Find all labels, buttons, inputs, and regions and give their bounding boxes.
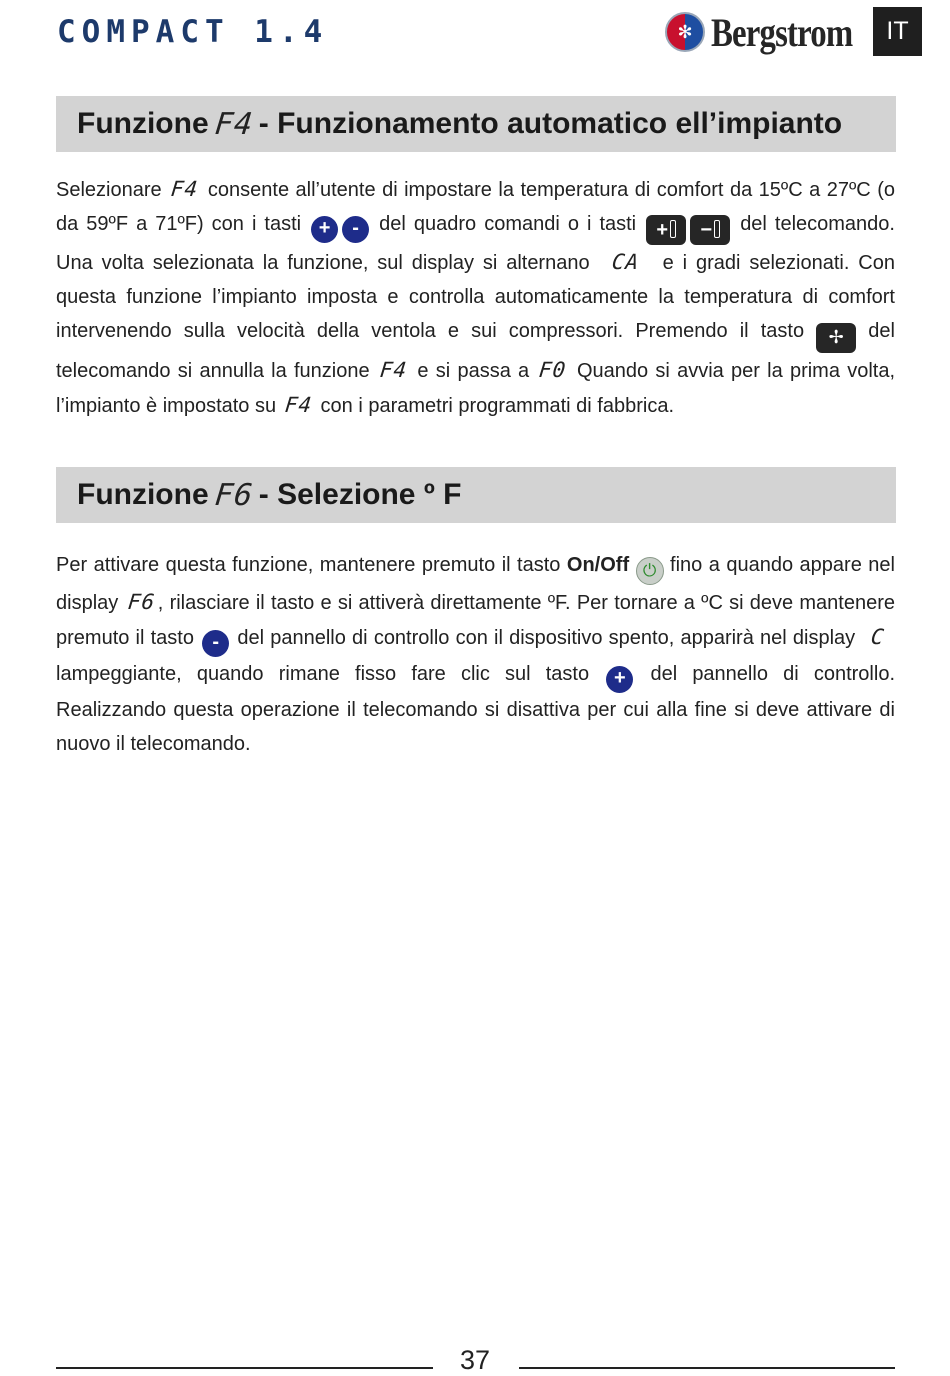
minus-key-icon: - [202,630,229,657]
text: del pannello di controllo con il dispositivo spento, apparirà nel display [237,627,856,649]
section-heading-f6 [56,467,896,523]
text: Quando si avvia per la prima volta, l’impianto è impostato su [56,360,896,417]
thermometer-icon [670,220,676,238]
lcd-code-f4: F4 [212,106,255,142]
remote-minus-label: − [700,219,712,241]
remote-temp-minus-icon [690,215,730,245]
heading-suffix: - Funzionamento automatico ell’impianto [258,107,843,140]
paragraph-f6 [56,548,895,761]
text: e si passa a [417,360,530,382]
text: del pannello di controllo. Realizzando questa operazione il telecomando si disattiva per cui alla fine si deve attivare di nuovo il telecomando. [56,663,895,755]
thermometer-icon [714,220,720,238]
lcd-code-f6: F6 [212,477,255,513]
brand-logo [665,8,883,56]
text: del telecomando si annulla la funzione [56,320,895,382]
lcd-code-f6: F6 [126,590,157,614]
lcd-code-c: C [870,625,887,649]
text: e i gradi selezionati. Con questa funzione l’impianto imposta e controlla automaticamente la temperatura di comfort intervenendo sulla velocità della ventola e sui compressori. Premendo il tasto [56,252,895,342]
text: Selezionare [56,179,162,201]
lcd-code-ca: CA [611,250,642,274]
language-badge: IT [873,7,922,56]
page-number: 37 [459,1345,491,1375]
remote-plus-label: + [656,219,668,241]
minus-key-icon: - [342,216,369,243]
footer-line-right [519,1367,895,1369]
heading-prefix: Funzione [77,107,209,140]
bergstrom-logo-icon: ✻ [665,12,705,52]
text: Per attivare questa funzione, mantenere premuto il tasto [56,554,561,576]
onoff-label: On/Off [566,554,630,576]
plus-key-icon: + [606,666,633,693]
brand-name: Bergstrom [711,9,853,55]
plus-key-icon: + [311,216,338,243]
power-key-icon: ⏻ [636,557,664,585]
text: del telecomando. Una volta selezionata la funzione, sul display si alternano [56,213,895,274]
lcd-code-f4: F4 [378,358,409,382]
heading-suffix: - Selezione º F [258,478,462,511]
footer-line-left [56,1367,433,1369]
text: del quadro comandi o i tasti [379,213,637,235]
section-heading-f4 [56,96,896,152]
lcd-code-f4: F4 [283,393,314,417]
paragraph-f4 [56,172,895,423]
fan-key-icon: ✢ [816,323,856,353]
text: con i parametri programmati di fabbrica. [320,395,675,417]
page-title: COMPACT 1.4 [57,14,329,50]
lcd-code-f4: F4 [169,177,200,201]
text: , rilasciare il tasto e si attiverà direttamente ºF. Per tornare a ºC si deve mantenere premuto il tasto [56,592,895,649]
heading-prefix: Funzione [77,478,209,511]
lcd-code-f0: F0 [538,358,568,382]
remote-temp-plus-icon [646,215,686,245]
text: fino a quando appare nel display [56,554,895,614]
text: lampeggiante, quando rimane fisso fare clic sul tasto [56,663,590,685]
text: consente all’utente di impostare la temperatura di comfort da 15ºC a 27ºC (o da 59ºF a 71ºF) con i tasti [56,179,896,235]
